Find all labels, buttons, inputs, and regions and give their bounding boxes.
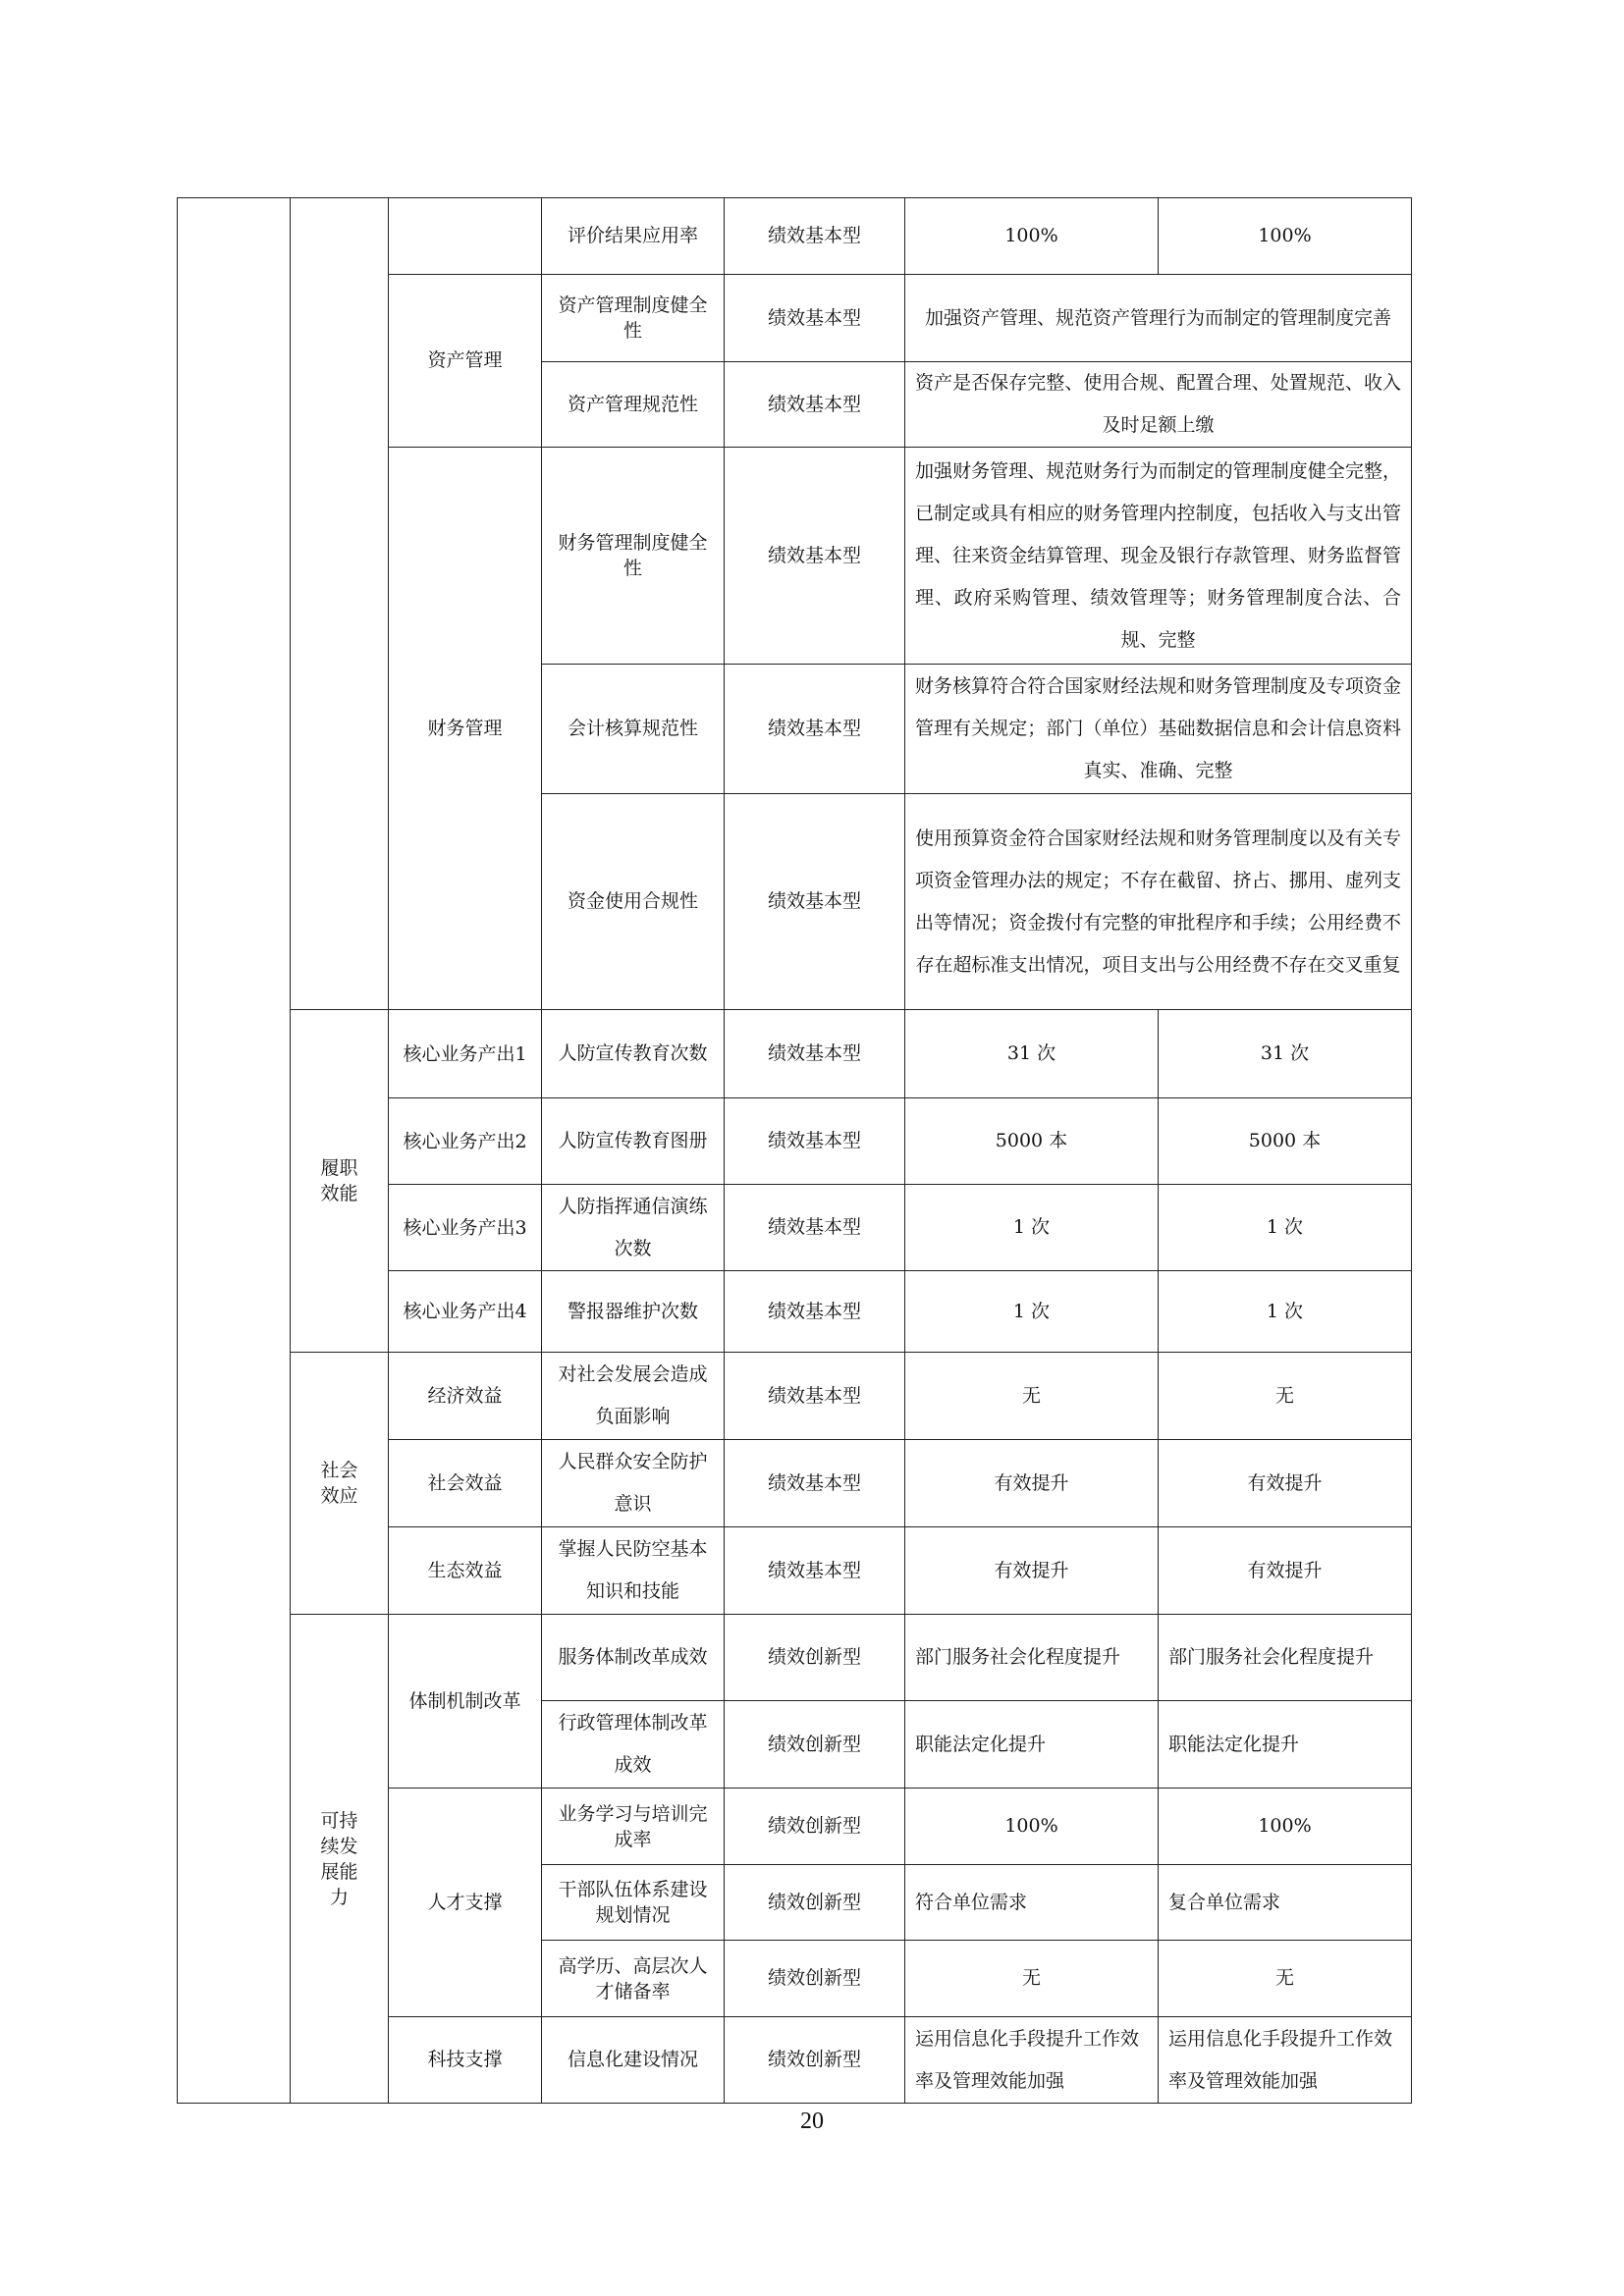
type-cell: 绩效创新型 — [725, 1865, 905, 1941]
actual-cell: 无 — [1159, 1353, 1412, 1440]
type-cell: 绩效基本型 — [725, 1440, 905, 1527]
page-number: 20 — [800, 2109, 824, 2134]
type-cell: 绩效基本型 — [725, 665, 905, 794]
actual-cell: 31 次 — [1159, 1010, 1412, 1098]
group-cell-talent: 人才支撑 — [389, 1789, 542, 2017]
indicator-cell: 行政管理体制改革成效 — [542, 1701, 725, 1789]
actual-cell: 部门服务社会化程度提升 — [1159, 1615, 1412, 1701]
target-cell: 1 次 — [905, 1271, 1159, 1353]
indicator-cell: 财务管理制度健全性 — [542, 448, 725, 665]
type-cell: 绩效基本型 — [725, 794, 905, 1010]
type-cell: 绩效基本型 — [725, 1353, 905, 1440]
type-cell: 绩效创新型 — [725, 1941, 905, 2017]
indicator-cell: 人防指挥通信演练次数 — [542, 1185, 725, 1271]
group-cell: 生态效益 — [389, 1527, 542, 1615]
actual-cell: 运用信息化手段提升工作效率及管理效能加强 — [1159, 2017, 1412, 2104]
actual-cell: 职能法定化提升 — [1159, 1701, 1412, 1789]
group-cell: 社会效益 — [389, 1440, 542, 1527]
type-cell: 绩效创新型 — [725, 2017, 905, 2104]
table-row — [178, 1353, 1412, 1440]
criteria-cell: 资产是否保存完整、使用合规、配置合理、处置规范、收入及时足额上缴 — [905, 362, 1412, 448]
target-cell: 100% — [905, 1789, 1159, 1865]
group-cell: 核心业务产出4 — [389, 1271, 542, 1353]
target-cell: 有效提升 — [905, 1527, 1159, 1615]
target-cell: 部门服务社会化程度提升 — [905, 1615, 1159, 1701]
group-cell: 核心业务产出2 — [389, 1098, 542, 1185]
actual-cell: 1 次 — [1159, 1185, 1412, 1271]
group-cell: 核心业务产出1 — [389, 1010, 542, 1098]
sub-category-cell-sustain: 可持续发展能力 — [291, 1615, 389, 2104]
group-cell: 核心业务产出3 — [389, 1185, 542, 1271]
indicator-cell: 业务学习与培训完成率 — [542, 1789, 725, 1865]
actual-cell: 有效提升 — [1159, 1440, 1412, 1527]
indicator-cell: 人防宣传教育图册 — [542, 1098, 725, 1185]
criteria-cell: 使用预算资金符合国家财经法规和财务管理制度以及有关专项资金管理办法的规定；不存在截留、挤占、挪用、虚列支出等情况；资金拨付有完整的审批程序和手续；公用经费不存在超标准支出情况，项目支出与公用经费不存在交叉重复 — [905, 794, 1412, 1010]
sub-category-cell-efficacy: 履职效能 — [291, 1010, 389, 1353]
type-cell: 绩效基本型 — [725, 1271, 905, 1353]
target-cell: 运用信息化手段提升工作效率及管理效能加强 — [905, 2017, 1159, 2104]
criteria-cell: 加强资产管理、规范资产管理行为而制定的管理制度完善 — [905, 275, 1412, 362]
sub-category-cell-blank — [291, 198, 389, 1010]
group-cell: 经济效益 — [389, 1353, 542, 1440]
indicator-cell: 资金使用合规性 — [542, 794, 725, 1010]
type-cell: 绩效创新型 — [725, 1789, 905, 1865]
type-cell: 绩效基本型 — [725, 1527, 905, 1615]
actual-cell: 5000 本 — [1159, 1098, 1412, 1185]
table-row — [178, 1615, 1412, 1701]
criteria-cell: 加强财务管理、规范财务行为而制定的管理制度健全完整，已制定或具有相应的财务管理内控制度，包括收入与支出管理、往来资金结算管理、现金及银行存款管理、财务监督管理、政府采购管理、绩效管理等；财务管理制度合法、合规、完整 — [905, 448, 1412, 665]
table-row — [178, 1010, 1412, 1098]
type-cell: 绩效基本型 — [725, 448, 905, 665]
actual-cell: 100% — [1159, 1789, 1412, 1865]
type-cell: 绩效基本型 — [725, 1185, 905, 1271]
type-cell: 绩效基本型 — [725, 362, 905, 448]
actual-cell: 1 次 — [1159, 1271, 1412, 1353]
table-row — [178, 198, 1412, 275]
indicator-cell: 服务体制改革成效 — [542, 1615, 725, 1701]
indicator-cell: 资产管理规范性 — [542, 362, 725, 448]
group-cell-blank — [389, 198, 542, 275]
group-cell-finance: 财务管理 — [389, 448, 542, 1010]
target-cell: 无 — [905, 1941, 1159, 2017]
target-cell: 职能法定化提升 — [905, 1701, 1159, 1789]
group-cell-tech: 科技支撑 — [389, 2017, 542, 2104]
type-cell: 绩效基本型 — [725, 198, 905, 275]
target-cell: 5000 本 — [905, 1098, 1159, 1185]
indicator-cell: 高学历、高层次人才储备率 — [542, 1941, 725, 2017]
target-cell: 无 — [905, 1353, 1159, 1440]
target-cell: 有效提升 — [905, 1440, 1159, 1527]
type-cell: 绩效基本型 — [725, 1010, 905, 1098]
group-cell-reform: 体制机制改革 — [389, 1615, 542, 1789]
actual-cell: 有效提升 — [1159, 1527, 1412, 1615]
sub-category-cell-social: 社会效应 — [291, 1353, 389, 1615]
actual-cell: 100% — [1159, 198, 1412, 275]
indicator-cell: 对社会发展会造成负面影响 — [542, 1353, 725, 1440]
group-cell-asset: 资产管理 — [389, 275, 542, 448]
indicator-cell: 评价结果应用率 — [542, 198, 725, 275]
indicator-cell: 信息化建设情况 — [542, 2017, 725, 2104]
type-cell: 绩效基本型 — [725, 275, 905, 362]
indicator-cell: 干部队伍体系建设规划情况 — [542, 1865, 725, 1941]
target-cell: 1 次 — [905, 1185, 1159, 1271]
type-cell: 绩效基本型 — [725, 1098, 905, 1185]
indicator-cell: 资产管理制度健全性 — [542, 275, 725, 362]
performance-indicator-table — [177, 197, 1412, 2104]
actual-cell: 无 — [1159, 1941, 1412, 2017]
type-cell: 绩效创新型 — [725, 1701, 905, 1789]
target-cell: 100% — [905, 198, 1159, 275]
indicator-cell: 警报器维护次数 — [542, 1271, 725, 1353]
target-cell: 符合单位需求 — [905, 1865, 1159, 1941]
criteria-cell: 财务核算符合符合国家财经法规和财务管理制度及专项资金管理有关规定；部门（单位）基础数据信息和会计信息资料真实、准确、完整 — [905, 665, 1412, 794]
indicator-cell: 人防宣传教育次数 — [542, 1010, 725, 1098]
target-cell: 31 次 — [905, 1010, 1159, 1098]
indicator-cell: 掌握人民防空基本知识和技能 — [542, 1527, 725, 1615]
indicator-cell: 会计核算规范性 — [542, 665, 725, 794]
indicator-cell: 人民群众安全防护意识 — [542, 1440, 725, 1527]
type-cell: 绩效创新型 — [725, 1615, 905, 1701]
actual-cell: 复合单位需求 — [1159, 1865, 1412, 1941]
category-cell-blank — [178, 198, 291, 2104]
